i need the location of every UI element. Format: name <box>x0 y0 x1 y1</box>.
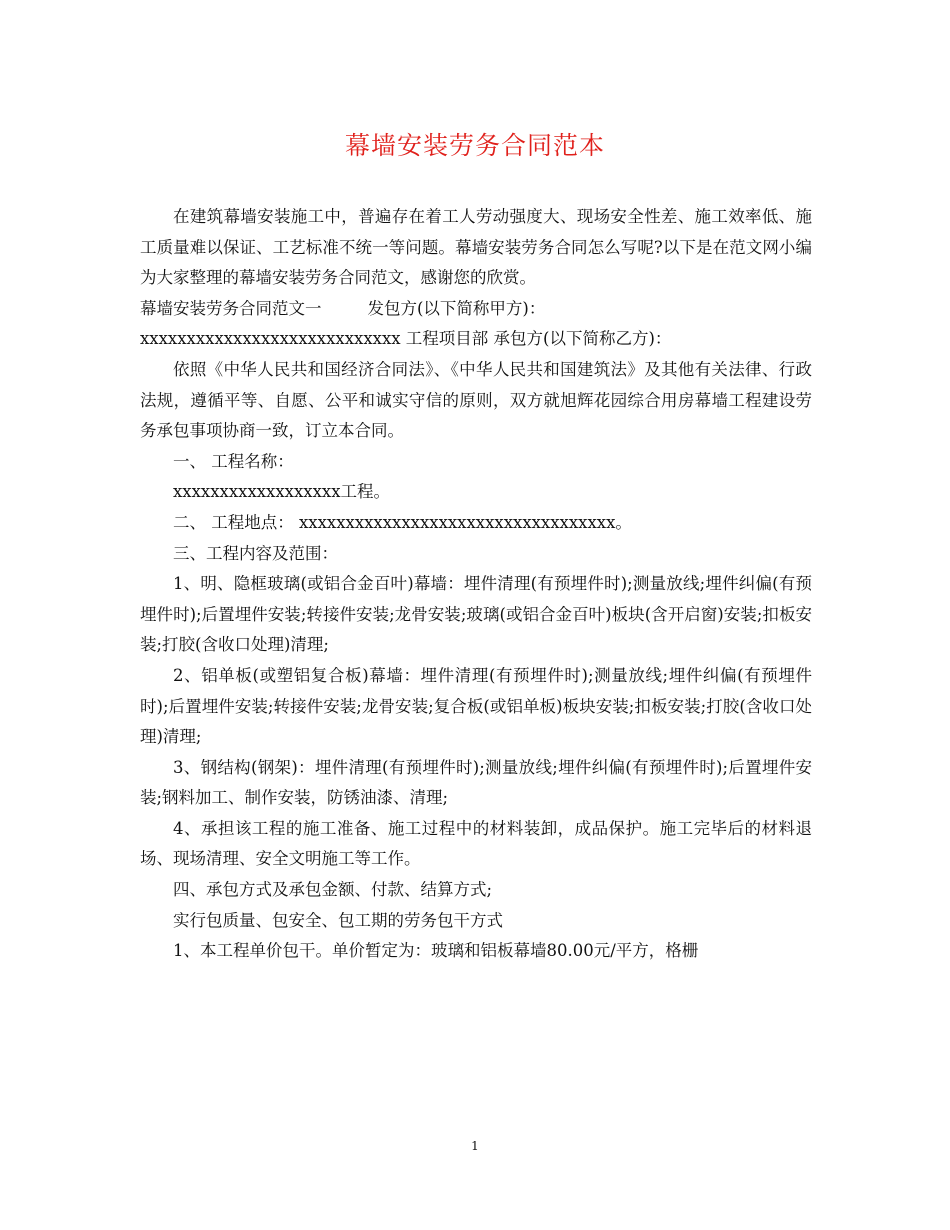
scope-item-1: 1、明、隐框玻璃(或铝合金百叶)幕墙：埋件清理(有预埋件时);测量放线;埋件纠偏(有预埋件时);后置埋件安装;转接件安装;龙骨安装;玻璃(或铝合金百叶)板块(含开启窗)安装;扣板安装;打胶(含收口处理)清理; <box>140 574 812 655</box>
party-a-label: 发包方(以下简称甲方)： <box>367 298 546 318</box>
section2-line: 二、 工程地点： xxxxxxxxxxxxxxxxxxxxxxxxxxxxxxxxxx。 <box>173 512 632 532</box>
scope-item-3: 3、钢结构(钢架)：埋件清理(有预埋件时);测量放线;埋件纠偏(有预埋件时);后置埋件安装;钢料加工、制作安装，防锈油漆、清理; <box>140 757 812 808</box>
contract-mode: 实行包质量、包安全、包工期的劳务包干方式 <box>173 910 503 930</box>
section1-value: xxxxxxxxxxxxxxxxxx工程。 <box>173 482 390 502</box>
party-line: xxxxxxxxxxxxxxxxxxxxxxxxxxxx 工程项目部 承包方(以下简称乙方)： <box>140 329 672 349</box>
intro-paragraph: 在建筑幕墙安装施工中，普遍存在着工人劳动强度大、现场安全性差、施工效率低、施工质量难以保证、工艺标准不统一等问题。幕墙安装劳务合同怎么写呢?以下是在范文网小编为大家整理的幕墙安装劳务合同范文，感谢您的欣赏。 <box>140 207 812 288</box>
document-title: 幕墙安装劳务合同范本 <box>344 131 605 160</box>
page-number: 1 <box>471 1139 479 1153</box>
scope-item-4: 4、承担该工程的施工准备、施工过程中的材料装卸，成品保护。施工完毕后的材料退场、现场清理、安全文明施工等工作。 <box>140 818 812 869</box>
price-item: 1、本工程单价包干。单价暂定为：玻璃和铝板幕墙80.00元/平方，格栅 <box>173 941 699 961</box>
scope-item-2: 2、铝单板(或塑铝复合板)幕墙：埋件清理(有预埋件时);测量放线;埋件纠偏(有预埋件时);后置埋件安装;转接件安装;龙骨安装;复合板(或铝单板)板块安装;扣板安装;打胶(含收口处理)清理; <box>140 665 812 747</box>
sample-label: 幕墙安装劳务合同范文一 <box>140 298 322 318</box>
document-body <box>140 202 812 967</box>
section4-heading: 四、承包方式及承包金额、付款、结算方式; <box>173 880 493 900</box>
sample-line <box>140 294 812 325</box>
section3-heading: 三、工程内容及范围： <box>173 543 338 563</box>
section1-heading: 一、 工程名称： <box>173 451 294 471</box>
basis-paragraph: 依照《中华人民共和国经济合同法》、《中华人民共和国建筑法》及其他有关法律、行政法规，遵循平等、自愿、公平和诚实守信的原则，双方就旭辉花园综合用房幕墙工程建设劳务承包事项协商一致，订立本合同。 <box>140 359 812 441</box>
